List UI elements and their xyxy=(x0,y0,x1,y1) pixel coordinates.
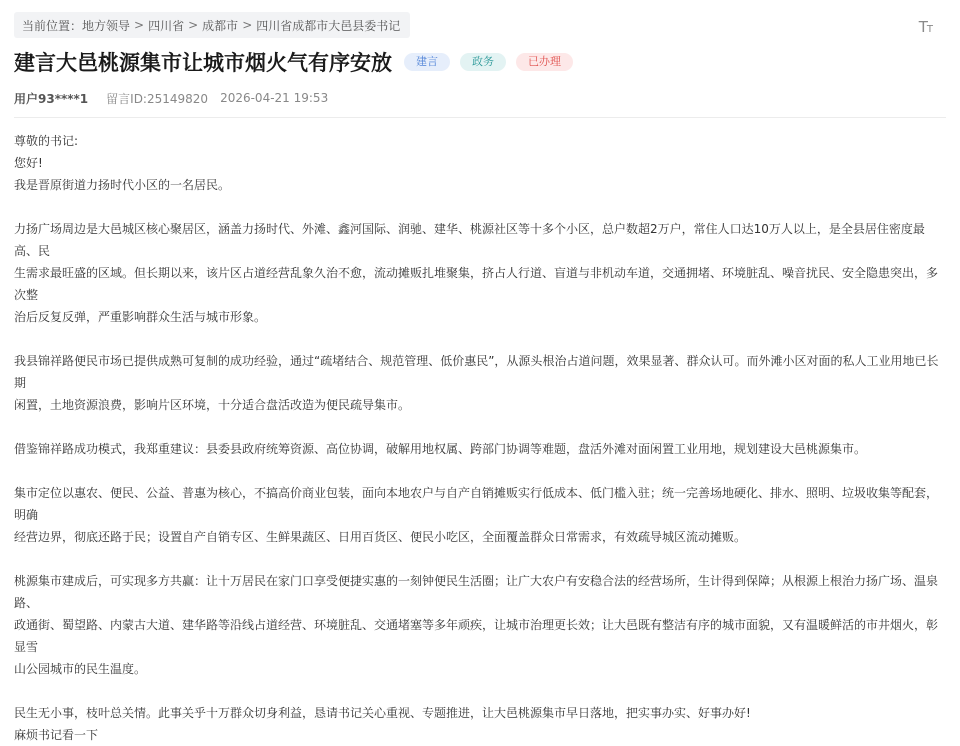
post-meta xyxy=(14,89,946,107)
breadcrumb-item-chengdu[interactable]: 成都市 xyxy=(202,18,239,33)
paragraph-line: 山公园城市的民生温度。 xyxy=(14,662,147,676)
breadcrumb-prefix: 当前位置： xyxy=(22,18,83,33)
status-badge: 已办理 xyxy=(516,53,573,71)
paragraph-line: 治后反复反弹，严重影响群众生活与城市形象。 xyxy=(14,310,267,324)
font-size-large-glyph: T xyxy=(918,18,927,36)
paragraph-line: 经营边界，彻底还路于民；设置自产自销专区、生鲜果蔬区、日用百货区、便民小吃区，全面覆盖群众日常需求，有效疏导城区流动摊贩。 xyxy=(14,530,747,544)
paragraph-line: 生需求最旺盛的区域。但长期以来，该片区占道经营乱象久治不愈，流动摊贩扎堆聚集，挤占人行道、盲道与非机动车道，交通拥堵、环境脏乱、噪音扰民、安全隐患突出，多次整 xyxy=(14,266,939,302)
paragraph-line: 民生无小事，枝叶总关情。此事关乎十万群众切身利益，恳请书记关心重视、专题推进，让大邑桃源集市早日落地，把实事办实、好事办好! xyxy=(14,706,751,720)
closing: 麻烦书记看一下 xyxy=(14,728,99,742)
paragraph-gap xyxy=(14,460,944,482)
breadcrumb-separator: > xyxy=(188,18,199,32)
message-content xyxy=(14,130,944,746)
page-title: 建言大邑桃源集市让城市烟火气有序安放 xyxy=(14,51,392,75)
paragraph-line: 闲置，土地资源浪费，影响片区环境，十分适合盘活改造为便民疏导集市。 xyxy=(14,398,411,412)
breadcrumb-item-local-leaders[interactable]: 地方领导 xyxy=(82,18,131,33)
breadcrumb-separator: > xyxy=(242,18,253,32)
paragraph-line: 集市定位以惠农、便民、公益、普惠为核心，不搞高价商业包装，面向本地农户与自产自销摊贩实行低成本、低门槛入驻；统一完善场地硬化、排水、照明、垃圾收集等配套，明确 xyxy=(14,486,939,522)
paragraph-line: 政通街、蜀望路、内蒙古大道、建华路等沿线占道经营、环境脏乱、交通堵塞等多年顽疾，让城市治理更长效；让大邑既有整洁有序的城市面貌，又有温暖鲜活的市井烟火，彰显雪 xyxy=(14,618,939,654)
breadcrumb-item-sichuan[interactable]: 四川省 xyxy=(148,18,185,33)
paragraph-line: 借鉴锦祥路成功模式，我郑重建议：县委县政府统筹资源、高位协调，破解用地权属、跨部门协调等难题，盘活外滩对面闲置工业用地，规划建设大邑桃源集市。 xyxy=(14,442,867,456)
message-id: 留言ID:25149820 xyxy=(106,91,209,106)
breadcrumb-item-dayi-secretary[interactable]: 四川省成都市大邑县委书记 xyxy=(256,18,401,33)
author-name[interactable]: 用户93****1 xyxy=(14,91,89,106)
font-size-small-glyph: T xyxy=(926,24,932,35)
greeting: 尊敬的书记: xyxy=(14,134,79,148)
font-size-icon[interactable] xyxy=(919,18,932,36)
post-datetime: 2026-04-21 19:53 xyxy=(220,91,329,105)
hello: 您好! xyxy=(14,156,43,170)
divider xyxy=(14,117,946,118)
tag-government-affairs[interactable]: 政务 xyxy=(460,53,506,71)
paragraph-line: 力扬广场周边是大邑城区核心聚居区，涵盖力扬时代、外滩、鑫河国际、润驰、建华、桃源社区等十多个小区，总户数超2万户，常住人口达10万人以上，是全县居住密度最高、民 xyxy=(14,222,925,258)
paragraph-gap xyxy=(14,680,944,702)
title-row xyxy=(14,47,946,77)
breadcrumb xyxy=(14,12,410,38)
breadcrumb-separator: > xyxy=(134,18,145,32)
paragraph-gap xyxy=(14,548,944,570)
paragraph-line: 桃源集市建成后，可实现多方共赢：让十万居民在家门口享受便捷实惠的一刻钟便民生活圈；让广大农户有安稳合法的经营场所，生计得到保障；从根源上根治力扬广场、温泉路、 xyxy=(14,574,939,610)
paragraph-gap xyxy=(14,416,944,438)
tag-suggestion[interactable]: 建言 xyxy=(404,53,450,71)
intro: 我是晋原街道力扬时代小区的一名居民。 xyxy=(14,178,231,192)
paragraph-gap xyxy=(14,196,944,218)
paragraph-gap xyxy=(14,328,944,350)
paragraph-line: 我县锦祥路便民市场已提供成熟可复制的成功经验，通过“疏堵结合、规范管理、低价惠民”，从源头根治占道问题，效果显著、群众认可。而外滩小区对面的私人工业用地已长期 xyxy=(14,354,939,390)
